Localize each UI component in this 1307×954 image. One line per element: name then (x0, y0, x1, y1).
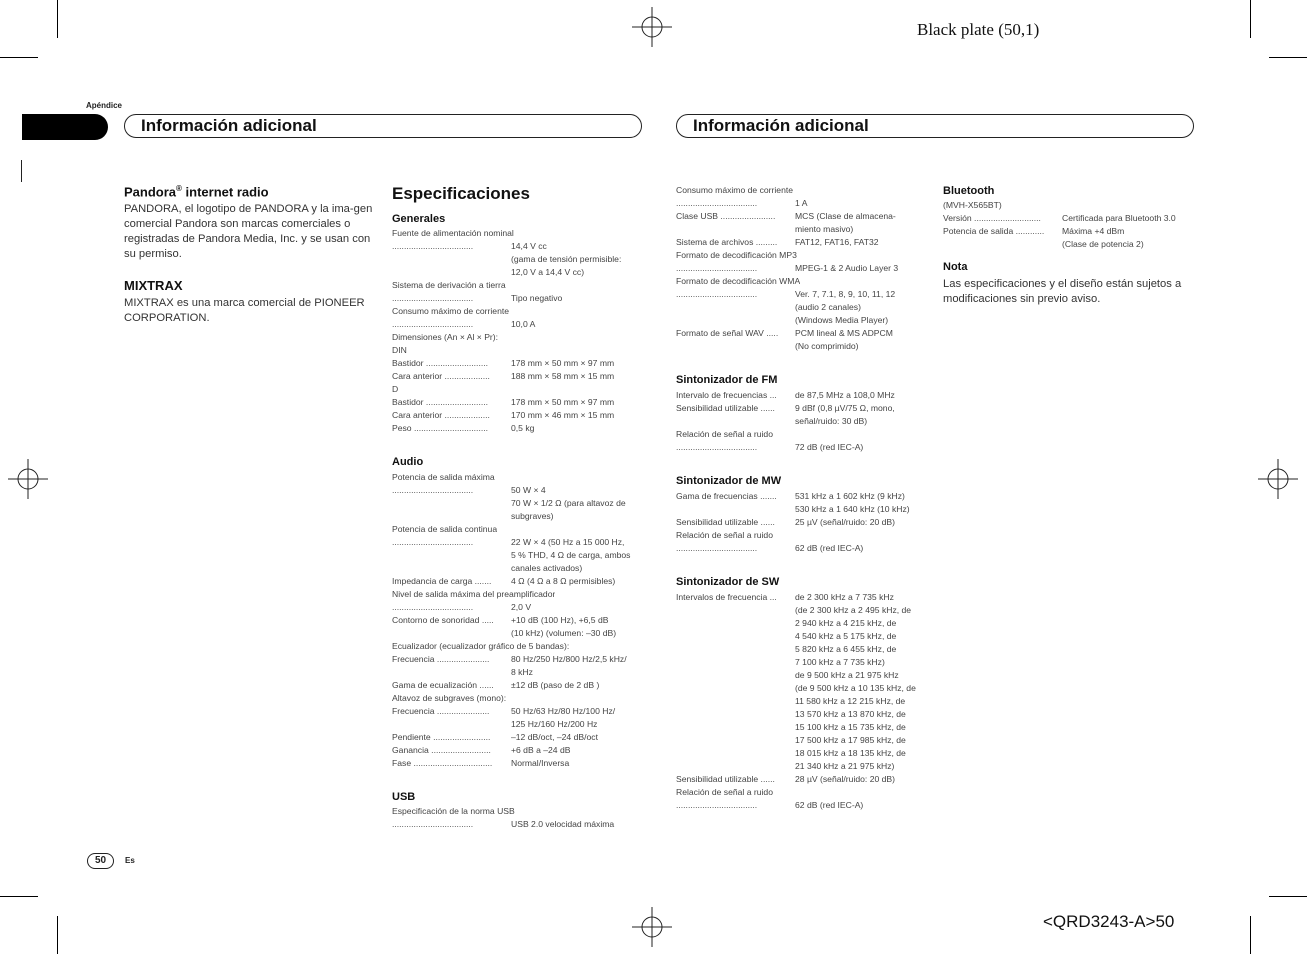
section-title-right (676, 114, 1194, 138)
spec-key: Bastidor .......................... (392, 397, 488, 407)
spec-row (392, 601, 644, 614)
spec-key: Ganancia ......................... (392, 745, 491, 755)
crop-mark (1269, 57, 1307, 58)
spec-value: Máxima +4 dBm (Clase de potencia 2) (1062, 226, 1144, 249)
spec-row (392, 357, 644, 370)
spec-key: .................................. (676, 543, 758, 553)
section-title-text: Información adicional (693, 116, 869, 135)
spec-key: Fase ................................. (392, 758, 493, 768)
spec-value: USB 2.0 velocidad máxima (511, 819, 615, 829)
spec-value: Ver. 7, 7.1, 8, 9, 10, 11, 12 (audio 2 canales) (Windows Media Player) (795, 289, 896, 325)
column-1 (124, 184, 374, 326)
spec-value: 22 W × 4 (50 Hz a 15 000 Hz, 5 % THD, 4 Ω de carga, ambos canales activados) (511, 537, 631, 573)
spec-row (943, 225, 1195, 251)
spec-row (676, 591, 928, 773)
audio-heading: Audio (392, 456, 424, 468)
spec-value: 62 dB (red IEC-A) (795, 800, 864, 810)
spec-row (392, 383, 644, 396)
spec-key: DIN (392, 345, 407, 355)
spec-row (676, 441, 928, 454)
spec-row (676, 799, 928, 812)
spec-row (392, 370, 644, 383)
spec-row (676, 275, 928, 288)
spec-row (392, 471, 644, 484)
spec-key: Sistema de derivación a tierra (392, 280, 506, 290)
spec-value: 14,4 V cc (gama de tensión permisible: 12,0 V a 14,4 V cc) (511, 241, 622, 277)
spec-row (676, 197, 928, 210)
spec-row (392, 409, 644, 422)
section-title-text: Información adicional (141, 116, 317, 135)
spec-row (676, 516, 928, 529)
spec-value: 80 Hz/250 Hz/800 Hz/2,5 kHz/ 8 kHz (511, 654, 627, 677)
spec-row (392, 757, 644, 770)
spec-row (392, 640, 644, 653)
spec-row (392, 331, 644, 344)
spec-row (943, 212, 1195, 225)
spec-key: Intervalos de frecuencia ... (676, 592, 777, 602)
spec-key: .................................. (392, 485, 474, 495)
spec-key: Formato de decodificación MP3 (676, 250, 797, 260)
pandora-heading: Pandora® internet radio (124, 184, 269, 200)
spec-row (676, 490, 928, 516)
spec-value: 1 A (795, 198, 808, 208)
spec-key: Bastidor .......................... (392, 358, 488, 368)
crop-mark (57, 0, 58, 38)
usb-list (392, 805, 644, 831)
spec-row (676, 210, 928, 236)
spec-key: Potencia de salida máxima (392, 472, 495, 482)
spec-value: 10,0 A (511, 319, 536, 329)
section-tab (22, 114, 108, 140)
mixtrax-heading: MIXTRAX (124, 278, 183, 294)
spec-row (392, 588, 644, 601)
spec-key: Sensibilidad utilizable ...... (676, 774, 775, 784)
registration-mark-icon (632, 907, 672, 947)
sw-list (676, 591, 928, 812)
generales-list (392, 227, 644, 435)
language-code: Es (125, 856, 135, 865)
spec-key: Versión ............................ (943, 213, 1041, 223)
spec-row (676, 262, 928, 275)
spec-key: Cara anterior ................... (392, 371, 490, 381)
spec-row (392, 396, 644, 409)
spec-row (392, 484, 644, 523)
spec-key: Gama de frecuencias ....... (676, 491, 777, 501)
spec-value: Tipo negativo (511, 293, 563, 303)
nota-text: Las especificaciones y el diseño están sujetos a modificaciones sin previo aviso. (943, 278, 1182, 305)
spec-key: Pendiente ........................ (392, 732, 491, 742)
spec-key: Potencia de salida ............ (943, 226, 1045, 236)
crop-mark (1250, 916, 1251, 954)
bluetooth-model: (MVH-X565BT) (943, 200, 1002, 210)
spec-key: Contorno de sonoridad ..... (392, 615, 494, 625)
spec-key: Peso ............................... (392, 423, 488, 433)
spec-key: Relación de señal a ruido (676, 530, 773, 540)
spec-row (392, 318, 644, 331)
crop-mark (0, 896, 38, 897)
spec-key: .................................. (676, 442, 758, 452)
spec-value: 25 µV (señal/ruido: 20 dB) (795, 517, 896, 527)
spec-value: 178 mm × 50 mm × 97 mm (511, 397, 615, 407)
usb-heading: USB (392, 791, 416, 803)
spec-key: Relación de señal a ruido (676, 429, 773, 439)
spec-key: Potencia de salida continua (392, 524, 498, 534)
spec-row (392, 536, 644, 575)
usb-continued-list (676, 184, 928, 353)
spec-row (676, 236, 928, 249)
bluetooth-heading: Bluetooth (943, 185, 995, 197)
spec-key: Fuente de alimentación nominal (392, 228, 514, 238)
spec-key: .................................. (392, 319, 474, 329)
spec-row (392, 305, 644, 318)
nota-heading: Nota (943, 261, 968, 273)
spec-row (392, 705, 644, 731)
spec-value: 531 kHz a 1 602 kHz (9 kHz) 530 kHz a 1 640 kHz (10 kHz) (795, 491, 910, 514)
registration-mark-icon (1258, 459, 1298, 499)
spec-row (676, 773, 928, 786)
spec-value: +10 dB (100 Hz), +6,5 dB (10 kHz) (volumen: –30 dB) (511, 615, 617, 638)
spec-key: .................................. (392, 602, 474, 612)
crop-mark (1250, 0, 1251, 38)
crop-mark (0, 57, 38, 58)
spec-key: Relación de señal a ruido (676, 787, 773, 797)
spec-row (392, 818, 644, 831)
sw-heading: Sintonizador de SW (676, 576, 780, 588)
spec-row (676, 542, 928, 555)
spec-row (392, 523, 644, 536)
spec-row (676, 529, 928, 542)
spec-key: Dimensiones (An × Al × Pr): (392, 332, 499, 342)
spec-key: Ecualizador (ecualizador gráfico de 5 bandas): (392, 641, 570, 651)
spec-value: 4 Ω (4 Ω a 8 Ω permisibles) (511, 576, 616, 586)
spec-row (676, 184, 928, 197)
registration-mark-icon (632, 7, 672, 47)
section-label: Apéndice (86, 101, 123, 110)
spec-key: .................................. (392, 293, 474, 303)
spec-key: D (392, 384, 399, 394)
spec-value: FAT12, FAT16, FAT32 (795, 237, 879, 247)
spec-key: .................................. (392, 537, 474, 547)
spec-value: 9 dBf (0,8 µV/75 Ω, mono, señal/ruido: 30 dB) (795, 403, 895, 426)
registration-mark-icon (8, 459, 48, 499)
spec-row (392, 744, 644, 757)
spec-key: Sensibilidad utilizable ...... (676, 403, 775, 413)
fm-heading: Sintonizador de FM (676, 374, 778, 386)
page-number: 50 (87, 853, 114, 869)
spec-value: 2,0 V (511, 602, 532, 612)
spec-row (392, 653, 644, 679)
spec-key: .................................. (392, 241, 474, 251)
spec-row (392, 692, 644, 705)
spec-value: 0,5 kg (511, 423, 535, 433)
audio-list (392, 471, 644, 770)
spec-row (392, 227, 644, 240)
spec-row (392, 805, 644, 818)
spec-row (676, 786, 928, 799)
crop-mark (57, 916, 58, 954)
pandora-text: PANDORA, el logotipo de PANDORA y la ima-gen comercial Pandora son marcas comerciales o registradas de Pandora Media, Inc. y se usan con su permiso. (124, 203, 373, 261)
spec-key: Impedancia de carga ....... (392, 576, 492, 586)
spec-key: Formato de decodificación WMA (676, 276, 801, 286)
plate-label: Black plate (50,1) (917, 20, 1040, 39)
spec-key: .................................. (676, 289, 758, 299)
mixtrax-text: MIXTRAX es una marca comercial de PIONEER CORPORATION. (124, 297, 365, 325)
mw-list (676, 490, 928, 555)
spec-row (676, 402, 928, 428)
spec-value: Certificada para Bluetooth 3.0 (1062, 213, 1176, 223)
specs-title: Especificaciones (392, 184, 530, 203)
spec-value: 178 mm × 50 mm × 97 mm (511, 358, 615, 368)
spec-row (392, 344, 644, 357)
spec-value: 50 Hz/63 Hz/80 Hz/100 Hz/ 125 Hz/160 Hz/200 Hz (511, 706, 616, 729)
spec-key: Formato de señal WAV ..... (676, 328, 779, 338)
spec-row (392, 240, 644, 279)
spec-value: 188 mm × 58 mm × 15 mm (511, 371, 615, 381)
mw-heading: Sintonizador de MW (676, 475, 782, 487)
spec-row (676, 288, 928, 327)
spec-row (392, 279, 644, 292)
spec-value: Normal/Inversa (511, 758, 570, 768)
spec-key: Sensibilidad utilizable ...... (676, 517, 775, 527)
spec-key: Clase USB ....................... (676, 211, 776, 221)
spec-key: Consumo máximo de corriente (392, 306, 510, 316)
spec-row (392, 422, 644, 435)
spec-key: Cara anterior ................... (392, 410, 490, 420)
spec-value: 170 mm × 46 mm × 15 mm (511, 410, 615, 420)
crop-mark (1269, 896, 1307, 897)
spec-key: .................................. (676, 800, 758, 810)
spec-key: Gama de ecualización ...... (392, 680, 494, 690)
spec-key: Nivel de salida máxima del preamplificador (392, 589, 556, 599)
spec-value: 50 W × 4 70 W × 1/2 Ω (para altavoz de subgraves) (511, 485, 626, 521)
spec-value: 28 µV (señal/ruido: 20 dB) (795, 774, 896, 784)
spec-row (392, 292, 644, 305)
spec-key: .................................. (676, 263, 758, 273)
document-code: <QRD3243-A>50 (1043, 912, 1175, 931)
spec-value: 62 dB (red IEC-A) (795, 543, 864, 553)
spec-key: .................................. (676, 198, 758, 208)
spec-key: Frecuencia ...................... (392, 706, 490, 716)
spec-key: Frecuencia ...................... (392, 654, 490, 664)
spec-value: de 87,5 MHz a 108,0 MHz (795, 390, 895, 400)
spec-key: .................................. (392, 819, 474, 829)
bluetooth-list (943, 212, 1195, 251)
spec-value: de 2 300 kHz a 7 735 kHz (de 2 300 kHz a 2 495 kHz, de 2 940 kHz a 4 215 kHz, de 4 540 kHz a 5 175 kHz, de 5 820 kHz a 6 455 kHz, de 7 100 kHz a 7 735 kHz) de 9 500 kHz a 21 975 kHz (de 9 500 kHz a 10 135 kHz, de 11 580 kHz a 12 215 kHz, de 13 570 kHz a 13 870 kHz, de 15 100 kHz a 15 735 kHz, de 17 500 kHz a 17 985 kHz, de 18 015 kHz a 18 135 kHz, de 21 340 kHz a 21 975 kHz) (795, 592, 916, 771)
section-title-left (124, 114, 642, 138)
spec-value: 72 dB (red IEC-A) (795, 442, 864, 452)
spec-row (676, 327, 928, 353)
spec-value: –12 dB/oct, –24 dB/oct (511, 732, 598, 742)
spec-key: Altavoz de subgraves (mono): (392, 693, 507, 703)
spec-row (676, 428, 928, 441)
spec-value: ±12 dB (paso de 2 dB ) (511, 680, 600, 690)
spec-row (392, 731, 644, 744)
spec-row (392, 575, 644, 588)
spec-row (676, 389, 928, 402)
margin-marker (21, 160, 22, 182)
spec-row (676, 249, 928, 262)
spec-key: Sistema de archivos ......... (676, 237, 778, 247)
spec-key: Intervalo de frecuencias ... (676, 390, 777, 400)
spec-key: Consumo máximo de corriente (676, 185, 794, 195)
spec-value: MPEG-1 & 2 Audio Layer 3 (795, 263, 899, 273)
generales-heading: Generales (392, 213, 446, 225)
spec-key: Especificación de la norma USB (392, 806, 515, 816)
fm-list (676, 389, 928, 454)
spec-row (392, 679, 644, 692)
spec-value: PCM lineal & MS ADPCM (No comprimido) (795, 328, 893, 351)
spec-value: +6 dB a –24 dB (511, 745, 571, 755)
spec-row (392, 614, 644, 640)
spec-value: MCS (Clase de almacena- miento masivo) (795, 211, 896, 234)
